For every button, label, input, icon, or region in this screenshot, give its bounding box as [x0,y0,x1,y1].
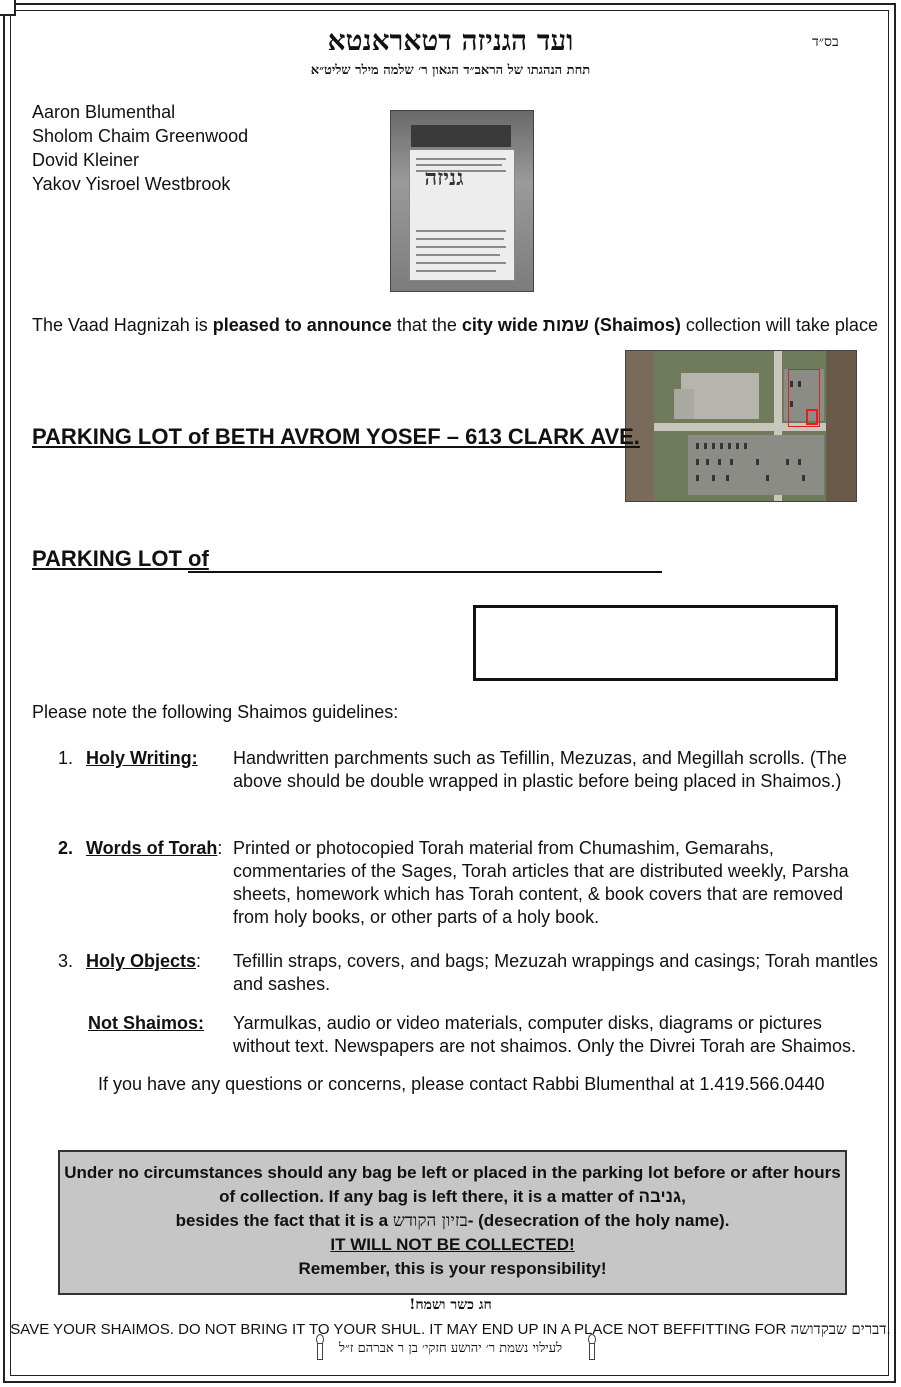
warning-box [58,1150,847,1295]
committee-name: Dovid Kleiner [32,150,140,170]
guidelines-intro: Please note the following Shaimos guidelines: [32,702,399,722]
empty-date-box [473,605,838,681]
location-lot-2: PARKING LOT of [32,546,209,571]
location-lot-1: PARKING LOT of BETH AVROM YOSEF – 613 CLARK AVE. [32,424,640,449]
hebrew-title: ועד הגניזה דטאראנטא [327,24,574,57]
guideline-text: Handwritten parchments such as Tefillin, Mezuzas, and Megillah scrolls. (The above should be double wrapped in plastic before being placed in Shaimos.) [233,748,847,791]
announcement-text: that the [391,315,462,335]
warning-line-4: IT WILL NOT BE COLLECTED! [330,1235,575,1254]
guideline-label: Holy Objects: [86,951,202,971]
photo-big-word: גניזה [424,165,464,191]
announcement [32,315,878,336]
guideline-label: Words of Torah: [86,838,223,858]
committee-name: Aaron Blumenthal [32,102,176,122]
lot-2-blank-line [188,571,662,573]
bsd-mark: בס״ד [812,34,839,50]
dedication-line: לעילוי נשמת ר׳ יהושע חזקי׳ בן ר אברהם ז״ל [338,1341,563,1356]
announcement-bold: pleased to announce [212,315,392,335]
warning-line-5: Remember, this is your responsibility! [298,1259,607,1278]
guideline-text: Tefillin straps, covers, and bags; Mezuzah wrappings and casings; Torah mantles and sashes. [233,951,879,994]
announcement-text: collection will take place [680,315,878,335]
guideline-label: Holy Writing: [86,748,198,768]
hebrew-subtitle: תחת הנהגתו של הראב״ד הגאון ר׳ שלמה מילר שליט״א [310,63,591,78]
contact-line: If you have any questions or concerns, please contact Rabbi Blumenthal at 1.419.566.0440 [98,1074,825,1094]
warning-line-3: besides the fact that it is a בזיון הקודש- (desecration of the holy name). [175,1211,730,1231]
candle-icon [584,1334,598,1360]
candle-icon [312,1334,326,1360]
warning-line-2: of collection. If any bag is left there, it is a matter of גניבה, [219,1187,686,1206]
warning-line-1: Under no circumstances should any bag be left or placed in the parking lot before or after hours [64,1163,841,1182]
guideline-text: Printed or photocopied Torah material from Chumashim, Gemarahs, commentaries of the Sages, Torah articles that are distributed weekly, Parsha sheets, homework which has Torah content, & book covers that are removed from holy books, or other parts of a holy book. [233,838,849,927]
guideline-label: Not Shaimos: [88,1013,205,1033]
save-shaimos-line: SAVE YOUR SHAIMOS. DO NOT BRING IT TO YOUR SHUL. IT MAY END UP IN A PLACE NOT BEFFITTING FOR דברים שבקדושה. [10,1320,891,1338]
genizah-photo [390,110,534,292]
guideline-number: 1. [58,748,74,768]
guideline-number: 3. [58,951,74,971]
aerial-map [625,350,857,502]
corner-mark [0,0,16,16]
announcement-bold: city wide שמות (Shaimos) [461,315,681,335]
committee-name: Sholom Chaim Greenwood [32,126,249,146]
guideline-text: Yarmulkas, audio or video materials, computer disks, diagrams or pictures without text. Newspapers are not shaimos. Only the Divrei Torah are Shaimos. [233,1013,856,1056]
photo-header-strip [411,125,511,147]
chag-greeting: חג כשר ושמח! [409,1297,492,1313]
committee-names [32,100,248,196]
committee-name: Yakov Yisroel Westbrook [32,174,231,194]
announcement-text: The Vaad Hagnizah is [32,315,213,335]
guideline-number: 2. [58,838,74,858]
